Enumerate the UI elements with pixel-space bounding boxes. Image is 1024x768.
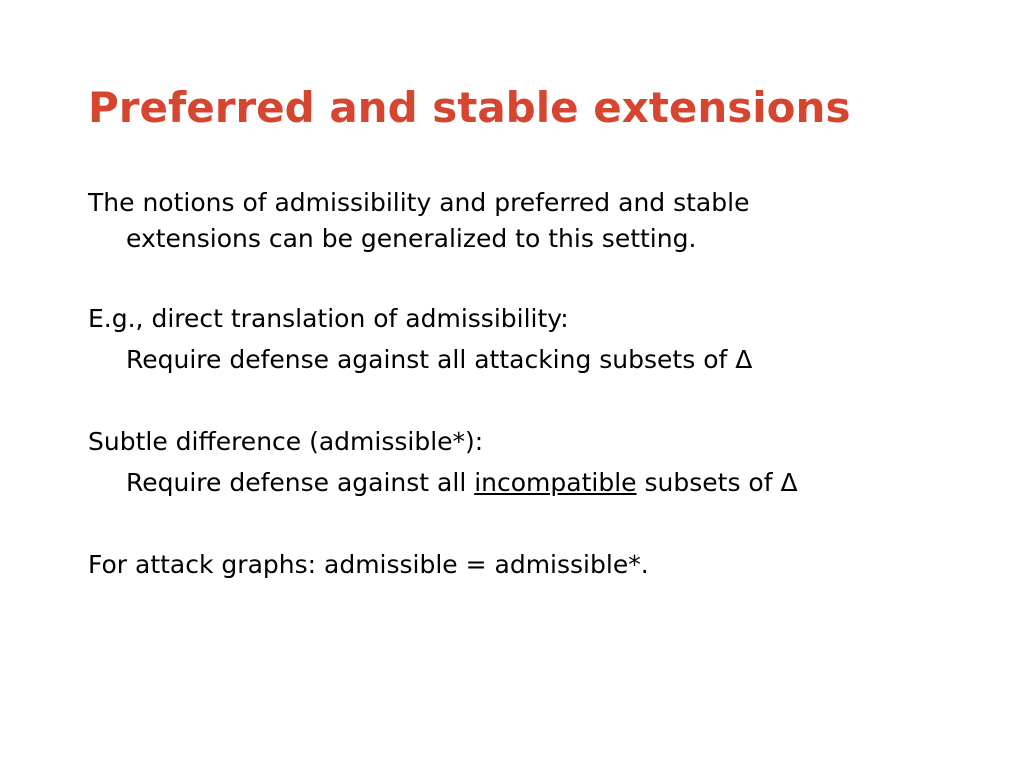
para4: For attack graphs: admissible = admissible*. <box>88 550 649 579</box>
slide-title: Preferred and stable extensions <box>88 83 851 132</box>
para3-sub-before: Require defense against all <box>126 468 475 497</box>
para3-sub <box>126 465 798 501</box>
para3-sub-emphasis: incompatible <box>474 468 637 497</box>
para1-line2: extensions can be generalized to this setting. <box>126 224 697 253</box>
para3-sub-after: subsets of Δ <box>636 468 798 497</box>
para2-lead: E.g., direct translation of admissibility: <box>88 304 569 333</box>
para3-lead: Subtle difference (admissible*): <box>88 427 484 456</box>
para1-line1: The notions of admissibility and preferred and stable <box>88 188 750 217</box>
para2-sub: Require defense against all attacking subsets of Δ <box>126 345 753 374</box>
